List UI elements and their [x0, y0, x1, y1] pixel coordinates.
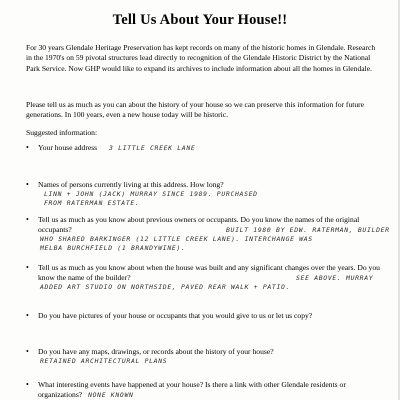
question-text: Do you have any maps, drawings, or records about the history of your house? [38, 347, 274, 356]
handwritten-answer: SEE ABOVE. MURRAY [296, 273, 374, 282]
handwritten-answer: LINN + JOHN (JACK) MURRAY SINCE 1989. PURCHASED [44, 190, 258, 199]
question-pictures [26, 311, 381, 321]
intro-paragraph: For 30 years Glendale Heritage Preservation has kept records on many of the historic homes in Glendale. Research in the 1970's on 59 pivotal structures lead directly to recognition of the Glendale Historic District by the National Park Service. Now GHP would like to expand its archives to include information about all the homes in Glendale. [26, 43, 376, 73]
bullet: • [26, 311, 29, 320]
question-text: Your house address [38, 143, 98, 152]
question-interesting-events [26, 380, 381, 400]
suggested-information-label: Suggested information: [26, 128, 98, 137]
request-paragraph: Please tell us as much as you can about the history of your house so we can preserve this information for future generations. In 100 years, even a new house today will be historic. [26, 100, 365, 120]
question-text: Do you have pictures of your house or occupants that you would give to us or let us copy? [38, 311, 313, 320]
bullet: • [26, 263, 29, 272]
question-maps-records [26, 347, 381, 366]
question-current-residents [26, 180, 381, 208]
bullet: • [26, 347, 29, 356]
page-title: Tell Us About Your House!! [112, 12, 288, 28]
handwritten-answer: BUILT 1980 BY EDW. RATERMAN, BUILDER [226, 225, 390, 234]
bullet: • [26, 215, 29, 224]
bullet: • [26, 380, 29, 389]
question-previous-owners [26, 215, 390, 253]
handwritten-answer: MELBA BURCHFIELD (1 BRANDYWINE). [40, 243, 186, 252]
question-text: Tell us as much as you know about when the house was built and any significant changes over the years. Do you know the name of the builder? [38, 263, 380, 283]
question-text: Names of persons currently living at this address. How long? [38, 180, 224, 189]
question-text: What interesting events have happened at your house? Is there a link with other Glendale residents or organizations? [38, 380, 346, 400]
handwritten-answer: RETAINED ARCHITECTURAL PLANS [40, 357, 168, 366]
question-house-address [26, 143, 381, 153]
handwritten-answer: FROM RATERMAN ESTATE. [44, 199, 140, 208]
question-construction-history [26, 263, 381, 292]
bullet: • [26, 143, 29, 152]
handwritten-answer: WHO SHARED BARKINGER (12 LITTLE CREEK LANE). INTERCHANGE WAS [40, 234, 313, 243]
bullet: • [26, 180, 29, 189]
handwritten-answer: 3 LITTLE CREEK LANE [109, 144, 196, 152]
handwritten-answer: ADDED ART STUDIO ON NORTHSIDE, PAVED REAR WALK + PATIO. [40, 282, 291, 291]
question-text: Tell us as much as you know about previous owners or occupants. Do you know the names of the original occupants? [38, 215, 360, 235]
handwritten-answer: NONE KNOWN [88, 391, 134, 400]
